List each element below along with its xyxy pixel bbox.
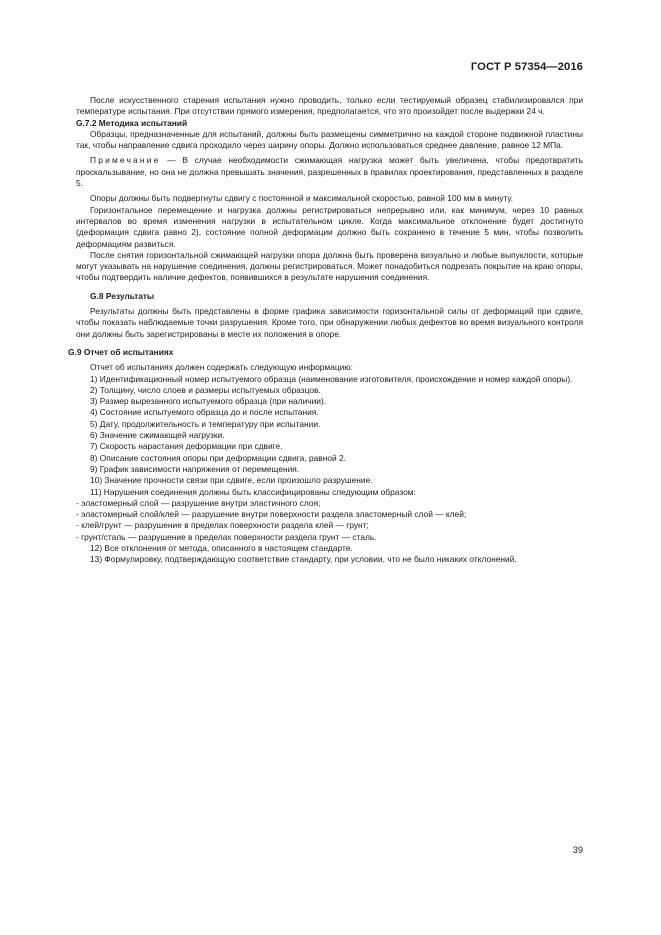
paragraph-specimens: Образцы, предназначенные для испытаний, должны быть размещены симметрично на каждой стороне подвижной пластины так, чтобы направление сдвига проходило через ширину опоры. Должно использоваться среднее давление, равное 12 МПа.	[76, 128, 583, 151]
document-body	[68, 95, 583, 566]
note-paragraph	[76, 155, 583, 189]
section-heading-g8-text: G.8 Результаты	[90, 290, 155, 301]
list-item: 11) Нарушения соединения должны быть классифицированы следующим образом:	[90, 486, 416, 497]
paragraph-inspection: После снятия горизонтальной сжимающей нагрузки опора должна быть проверена визуально и любые выпуклости, которые могут указывать на нарушение соединения, должны регистрироваться. Может понадобиться подрезать покрытие на краю опоры, чтобы подтвердить наличие дефектов, появившихся в результате нарушения соединения.	[76, 249, 583, 283]
paragraph-shear-rate: Опоры должны быть подвергнуты сдвигу с постоянной и максимальной скоростью, равной 100 мм в минуту.	[90, 193, 514, 204]
list-item: 6) Значение сжимающей нагрузки.	[90, 430, 225, 441]
spacer	[76, 284, 583, 291]
list-item: 10) Значение прочности связи при сдвиге, если произошло разрушение.	[90, 475, 373, 486]
list-item: 4) Состояние испытуемого образца до и после испытания.	[90, 407, 319, 418]
section-heading-g8	[76, 291, 583, 302]
list-item: 13) Формулировку, подтверждающую соответствие стандарту, при условии, что не было никаких отклонений.	[90, 554, 517, 565]
spacer	[76, 340, 583, 347]
note-text: — В случае необходимости сжимающая нагрузка может быть увеличена, чтобы предотвратить проскальзывание, но она не должна превышать значения, разрешенных в правилах проектирования, представленных в разделе 5.	[76, 155, 583, 189]
list-item: 7) Скорость нарастания деформации при сдвиге.	[90, 441, 283, 452]
list-item: 3) Размер вырезанного испытуемого образца (при наличии).	[90, 396, 327, 407]
section-heading-g9: G.9 Отчет об испытаниях	[68, 346, 174, 357]
report-items-list	[76, 374, 583, 498]
list-item: - грунт/сталь — разрушение в пределах поверхности раздела грунт — сталь.	[76, 531, 377, 542]
section-heading-g72-text: G.7.2 Методика испытаний	[76, 117, 188, 128]
paragraph-aging: После искусственного старения испытания нужно проводить, только если тестируемый образец стабилизировался при температуре испытания. При отсутствии прямого измерения, предполагается, что это произойдет после выдержки 24 ч.	[76, 95, 583, 117]
list-item: 2) Толщину, число слоев и размеры испытуемых образцов.	[90, 384, 321, 395]
list-item: 8) Описание состояния опоры при деформации сдвига, равной 2.	[90, 452, 346, 463]
failure-classification-list	[76, 498, 583, 543]
paragraph-results: Результаты должны быть представлены в форме графика зависимости горизонтальной силы от деформаций при сдвиге, чтобы показать наблюдаемые точки разрушения. Кроме того, при обнаружении любых дефектов во время визуального контроля они должны быть зарегистрированы в месте их положения в опоре.	[76, 306, 583, 339]
list-item: - эластомерный слой/клей — разрушение внутри поверхности раздела эластомерный слой — клей;	[76, 509, 467, 520]
list-item: - клей/грунт — разрушение в пределах поверхности раздела клей — грунт;	[76, 520, 369, 531]
list-item: 9) График зависимости напряжения от перемещения.	[90, 463, 300, 474]
report-items-list-tail	[76, 543, 583, 566]
list-item: 12) Все отклонения от метода, описанного в настоящем стандарте.	[90, 542, 353, 553]
paragraph-report-intro: Отчет об испытаниях должен содержать следующую информацию:	[90, 362, 353, 373]
list-item: 5) Дату, продолжительность и температуру при испытании.	[90, 418, 321, 429]
standard-header: ГОСТ Р 57354—2016	[470, 61, 583, 73]
section-heading-g72	[76, 118, 583, 129]
note-label: Примечание	[90, 155, 161, 166]
list-item: - эластомерный слой — разрушение внутри эластичного слоя;	[76, 497, 321, 508]
page-number: 39	[572, 845, 583, 855]
list-item: 1) Идентификационный номер испытуемого образца (наименование изготовителя, происхождение и номер каждой опоры).	[90, 373, 573, 384]
paragraph-recording: Горизонтальное перемещение и нагрузка должны регистрироваться непрерывно или, как минимум, через 10 равных интервалов во время изменения нагрузки в испытательном цикле. Когда максимальное отклонение будет достигнуто (деформация сдвига равно 2), состояние полной деформации должно быть сохранено в течение 5 мин, чтобы позволить деформациям развиться.	[76, 204, 583, 249]
